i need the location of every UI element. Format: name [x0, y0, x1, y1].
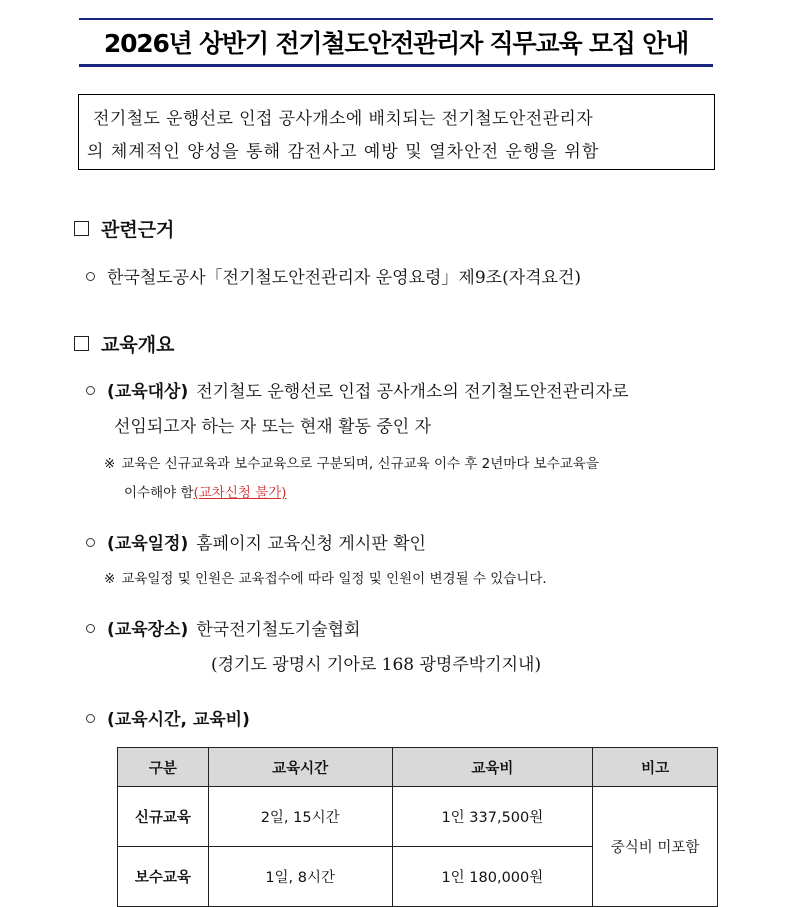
section-overview-heading: 교육개요 — [101, 334, 175, 356]
schedule-note-text: 교육일정 및 인원은 교육접수에 따라 일정 및 인원이 변경될 수 있습니다. — [121, 571, 547, 587]
circle-bullet-icon — [86, 538, 95, 547]
target-note-text-2: 이수해야 함 — [124, 485, 194, 501]
row-remark: 중식비 미포함 — [593, 787, 718, 907]
target-item — [86, 377, 628, 402]
schedule-item — [86, 529, 426, 554]
venue-line-2: (경기도 광명시 기아로 168 광명주박기지내) — [211, 655, 542, 675]
purpose-box — [78, 94, 715, 170]
target-note-line-1 — [104, 452, 599, 472]
fee-table-header: 교육비 — [392, 748, 593, 787]
schedule-text: 홈페이지 교육신청 게시판 확인 — [196, 534, 426, 554]
row-type: 신규교육 — [118, 787, 209, 847]
schedule-label: (교육일정) — [107, 534, 189, 554]
table-row — [118, 787, 718, 847]
fee-table-header: 교육시간 — [208, 748, 392, 787]
fee-table-header: 구분 — [118, 748, 209, 787]
time-fee-label: (교육시간, 교육비) — [107, 710, 250, 730]
square-bullet-icon — [74, 221, 89, 236]
target-label: (교육대상) — [107, 382, 189, 402]
row-fee: 1인 337,500원 — [392, 787, 593, 847]
venue-item — [86, 615, 360, 640]
title-bar — [79, 18, 713, 67]
purpose-line-2: 의 체계적인 양성을 통해 감전사고 예방 및 열차안전 운행을 위함 — [87, 142, 600, 162]
fee-table-header-row — [118, 748, 718, 787]
section-basis-heading: 관련근거 — [101, 219, 175, 241]
venue-label: (교육장소) — [107, 620, 189, 640]
basis-item — [86, 263, 581, 288]
circle-bullet-icon — [86, 386, 95, 395]
row-type: 보수교육 — [118, 847, 209, 907]
note-mark: ※ — [104, 456, 116, 472]
section-overview — [74, 330, 174, 357]
row-fee: 1인 180,000원 — [392, 847, 593, 907]
square-bullet-icon — [74, 336, 89, 351]
time-fee-item — [86, 705, 258, 730]
fee-table-header: 비고 — [593, 748, 718, 787]
target-note-text-1: 교육은 신규교육과 보수교육으로 구분되며, 신규교육 이수 후 2년마다 보수교육을 — [121, 456, 599, 472]
target-line-2: 선임되고자 하는 자 또는 현재 활동 중인 자 — [114, 417, 432, 437]
fee-table — [117, 747, 718, 907]
purpose-line-1: 전기철도 운행선로 인접 공사개소에 배치되는 전기철도안전관리자 — [93, 109, 594, 129]
target-note-line-2 — [124, 481, 287, 501]
schedule-note — [104, 567, 547, 587]
cross-apply-warning: (교차신청 불가) — [193, 485, 287, 501]
note-mark: ※ — [104, 571, 116, 587]
circle-bullet-icon — [86, 624, 95, 633]
circle-bullet-icon — [86, 272, 95, 281]
target-line-1: 전기철도 운행선로 인접 공사개소의 전기철도안전관리자로 — [196, 382, 629, 402]
basis-item-text: 한국철도공사「전기철도안전관리자 운영요령」제9조(자격요건) — [107, 268, 582, 288]
row-time: 2일, 15시간 — [208, 787, 392, 847]
row-time: 1일, 8시간 — [208, 847, 392, 907]
circle-bullet-icon — [86, 714, 95, 723]
section-basis — [74, 215, 174, 242]
page-title: 2026년 상반기 전기철도안전관리자 직무교육 모집 안내 — [103, 29, 689, 58]
venue-line-1: 한국전기철도기술협회 — [196, 620, 361, 640]
